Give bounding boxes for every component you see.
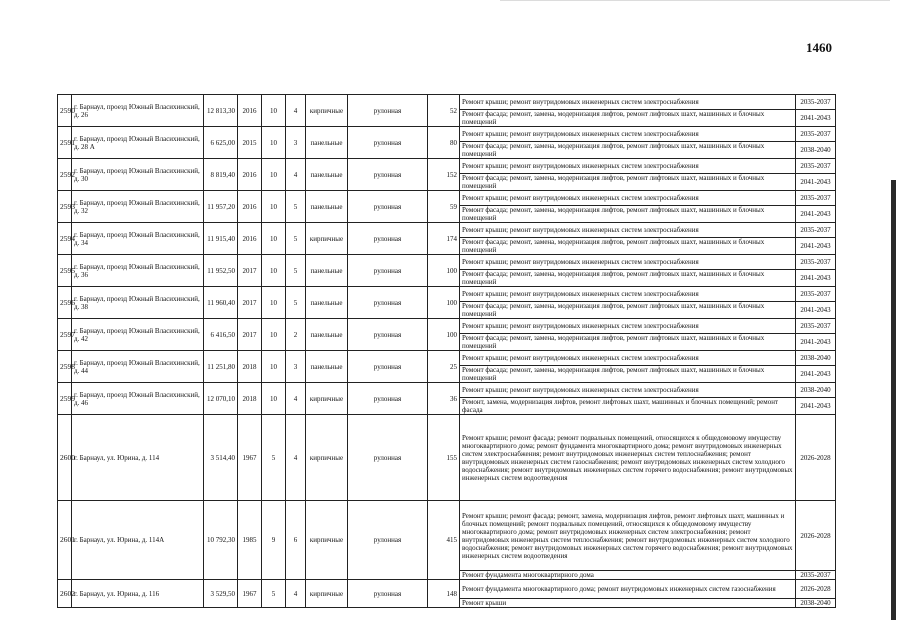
apartments-cell: 59 (428, 191, 460, 223)
walls-cell: кирпичные (306, 223, 348, 255)
works-cell: Ремонт крыши; ремонт внутридомовых инженерных систем электроснабжения (460, 383, 796, 398)
walls-cell: кирпичные (306, 383, 348, 415)
works-cell: Ремонт фасада; ремонт, замена, модернизация лифтов, ремонт лифтовых шахт, машинных и блочных помещений (460, 270, 796, 287)
area-cell: 11 957,20 (204, 191, 238, 223)
row-number-cell: 2596 (58, 287, 72, 319)
floors-cell: 10 (262, 351, 286, 383)
floors-cell: 9 (262, 501, 286, 580)
scan-edge-line (500, 0, 890, 1)
area-cell: 11 251,80 (204, 351, 238, 383)
row-number-cell: 2601 (58, 501, 72, 580)
apartments-cell: 148 (428, 580, 460, 608)
period-cell: 2026-2028 (796, 580, 836, 599)
period-cell: 2035-2037 (796, 95, 836, 110)
area-cell: 10 792,30 (204, 501, 238, 580)
apartments-cell: 100 (428, 287, 460, 319)
walls-cell: панельные (306, 255, 348, 287)
roof-cell: рулонная (348, 191, 428, 223)
apartments-cell: 52 (428, 95, 460, 127)
period-cell: 2041-2043 (796, 270, 836, 287)
entrances-cell: 3 (286, 351, 306, 383)
works-cell: Ремонт крыши; ремонт внутридомовых инженерных систем электроснабжения (460, 255, 796, 270)
period-cell: 2035-2037 (796, 127, 836, 142)
address-cell: г. Барнаул, проезд Южный Власихинский, д. 26 (72, 95, 204, 127)
entrances-cell: 4 (286, 159, 306, 191)
address-cell: г. Барнаул, ул. Юрина, д. 114А (72, 501, 204, 580)
period-cell: 2038-2040 (796, 383, 836, 398)
apartments-cell: 36 (428, 383, 460, 415)
address-cell: г. Барнаул, ул. Юрина, д. 114 (72, 415, 204, 501)
table-row (58, 319, 836, 334)
apartments-cell: 100 (428, 319, 460, 351)
walls-cell: панельные (306, 287, 348, 319)
table-row (58, 287, 836, 302)
area-cell: 12 813,30 (204, 95, 238, 127)
walls-cell: панельные (306, 127, 348, 159)
apartments-cell: 25 (428, 351, 460, 383)
floors-cell: 10 (262, 223, 286, 255)
row-number-cell: 2594 (58, 223, 72, 255)
year-cell: 2016 (238, 159, 262, 191)
works-cell: Ремонт крыши; ремонт фасада; ремонт подвальных помещений, относящихся к общедомовому имуществу многоквартирного дома; ремонт фундамента многоквартирного дома; ремонт внутридомовых инженерных систем электроснабжения; ремонт внутридомовых инженерных систем теплоснабжения; ремонт внутридомовых инженерных систем газоснабжения; ремонт внутридомовых инженерных систем холодного водоснабжения; ремонт внутридомовых инженерных систем горячего водоснабжения; ремонт внутридомовых инженерных систем водоотведения (460, 415, 796, 501)
roof-cell: рулонная (348, 223, 428, 255)
entrances-cell: 4 (286, 383, 306, 415)
works-cell: Ремонт фасада; ремонт, замена, модернизация лифтов, ремонт лифтовых шахт, машинных и блочных помещений (460, 238, 796, 255)
entrances-cell: 4 (286, 415, 306, 501)
address-cell: г. Барнаул, проезд Южный Власихинский, д. 28 А (72, 127, 204, 159)
entrances-cell: 4 (286, 580, 306, 608)
works-cell: Ремонт крыши; ремонт внутридомовых инженерных систем электроснабжения (460, 319, 796, 334)
works-cell: Ремонт фасада; ремонт, замена, модернизация лифтов, ремонт лифтовых шахт, машинных и блочных помещений (460, 366, 796, 383)
works-cell: Ремонт крыши; ремонт внутридомовых инженерных систем электроснабжения (460, 223, 796, 238)
period-cell: 2041-2043 (796, 366, 836, 383)
works-cell: Ремонт крыши; ремонт внутридомовых инженерных систем электроснабжения (460, 287, 796, 302)
year-cell: 1985 (238, 501, 262, 580)
works-cell: Ремонт фасада; ремонт, замена, модернизация лифтов, ремонт лифтовых шахт, машинных и блочных помещений (460, 110, 796, 127)
period-cell: 2041-2043 (796, 398, 836, 415)
row-number-cell: 2591 (58, 127, 72, 159)
entrances-cell: 3 (286, 127, 306, 159)
works-cell: Ремонт фасада; ремонт, замена, модернизация лифтов, ремонт лифтовых шахт, машинных и блочных помещений (460, 206, 796, 223)
works-cell: Ремонт фундамента многоквартирного дома; ремонт внутридомовых инженерных систем газоснабжения (460, 580, 796, 599)
table-row (58, 501, 836, 571)
works-cell: Ремонт крыши; ремонт внутридомовых инженерных систем электроснабжения (460, 191, 796, 206)
table-row (58, 383, 836, 398)
entrances-cell: 6 (286, 501, 306, 580)
period-cell: 2035-2037 (796, 287, 836, 302)
period-cell: 2038-2040 (796, 142, 836, 159)
period-cell: 2041-2043 (796, 334, 836, 351)
address-cell: г. Барнаул, проезд Южный Власихинский, д. 36 (72, 255, 204, 287)
floors-cell: 10 (262, 191, 286, 223)
table-row (58, 159, 836, 174)
walls-cell: панельные (306, 191, 348, 223)
roof-cell: рулонная (348, 127, 428, 159)
address-cell: г. Барнаул, проезд Южный Власихинский, д. 38 (72, 287, 204, 319)
repair-schedule-table (57, 94, 836, 608)
period-cell: 2035-2037 (796, 571, 836, 580)
works-cell: Ремонт крыши; ремонт внутридомовых инженерных систем электроснабжения (460, 95, 796, 110)
address-cell: г. Барнаул, проезд Южный Власихинский, д. 30 (72, 159, 204, 191)
address-cell: г. Барнаул, проезд Южный Власихинский, д. 32 (72, 191, 204, 223)
entrances-cell: 4 (286, 95, 306, 127)
table-row (58, 127, 836, 142)
address-cell: г. Барнаул, проезд Южный Власихинский, д. 46 (72, 383, 204, 415)
period-cell: 2035-2037 (796, 159, 836, 174)
period-cell: 2038-2040 (796, 599, 836, 608)
area-cell: 3 514,40 (204, 415, 238, 501)
page-number: 1460 (806, 40, 832, 55)
apartments-cell: 174 (428, 223, 460, 255)
works-cell: Ремонт, замена, модернизация лифтов, ремонт лифтовых шахт, машинных и блочных помещений; ремонт фасада (460, 398, 796, 415)
period-cell: 2035-2037 (796, 223, 836, 238)
address-cell: г. Барнаул, проезд Южный Власихинский, д. 34 (72, 223, 204, 255)
period-cell: 2041-2043 (796, 174, 836, 191)
floors-cell: 10 (262, 319, 286, 351)
entrances-cell: 2 (286, 319, 306, 351)
row-number-cell: 2602 (58, 580, 72, 608)
year-cell: 2018 (238, 351, 262, 383)
year-cell: 2016 (238, 191, 262, 223)
entrances-cell: 5 (286, 287, 306, 319)
period-cell: 2041-2043 (796, 206, 836, 223)
apartments-cell: 80 (428, 127, 460, 159)
row-number-cell: 2600 (58, 415, 72, 501)
walls-cell: кирпичные (306, 501, 348, 580)
roof-cell: рулонная (348, 287, 428, 319)
area-cell: 12 070,10 (204, 383, 238, 415)
works-cell: Ремонт фасада; ремонт, замена, модернизация лифтов, ремонт лифтовых шахт, машинных и блочных помещений (460, 142, 796, 159)
table-row (58, 191, 836, 206)
year-cell: 2015 (238, 127, 262, 159)
roof-cell: рулонная (348, 501, 428, 580)
area-cell: 11 960,40 (204, 287, 238, 319)
roof-cell: рулонная (348, 95, 428, 127)
table-row (58, 415, 836, 501)
works-cell: Ремонт фасада; ремонт, замена, модернизация лифтов, ремонт лифтовых шахт, машинных и блочных помещений (460, 334, 796, 351)
address-cell: г. Барнаул, ул. Юрина, д. 116 (72, 580, 204, 608)
floors-cell: 10 (262, 287, 286, 319)
works-cell: Ремонт крыши; ремонт внутридомовых инженерных систем электроснабжения (460, 351, 796, 366)
row-number-cell: 2592 (58, 159, 72, 191)
period-cell: 2035-2037 (796, 319, 836, 334)
area-cell: 6 416,50 (204, 319, 238, 351)
year-cell: 1967 (238, 580, 262, 608)
period-cell: 2041-2043 (796, 110, 836, 127)
roof-cell: рулонная (348, 383, 428, 415)
walls-cell: панельные (306, 351, 348, 383)
period-cell: 2041-2043 (796, 302, 836, 319)
row-number-cell: 2595 (58, 255, 72, 287)
area-cell: 8 819,40 (204, 159, 238, 191)
roof-cell: рулонная (348, 351, 428, 383)
area-cell: 11 915,40 (204, 223, 238, 255)
year-cell: 2016 (238, 223, 262, 255)
year-cell: 2017 (238, 319, 262, 351)
roof-cell: рулонная (348, 580, 428, 608)
walls-cell: кирпичные (306, 580, 348, 608)
entrances-cell: 5 (286, 223, 306, 255)
row-number-cell: 2597 (58, 319, 72, 351)
year-cell: 2017 (238, 255, 262, 287)
floors-cell: 10 (262, 383, 286, 415)
floors-cell: 5 (262, 415, 286, 501)
works-cell: Ремонт крыши; ремонт внутридомовых инженерных систем электроснабжения (460, 159, 796, 174)
area-cell: 6 625,00 (204, 127, 238, 159)
floors-cell: 10 (262, 159, 286, 191)
apartments-cell: 155 (428, 415, 460, 501)
walls-cell: кирпичные (306, 95, 348, 127)
works-cell: Ремонт крыши; ремонт внутридомовых инженерных систем электроснабжения (460, 127, 796, 142)
period-cell: 2026-2028 (796, 415, 836, 501)
period-cell: 2035-2037 (796, 255, 836, 270)
row-number-cell: 2593 (58, 191, 72, 223)
apartments-cell: 152 (428, 159, 460, 191)
roof-cell: рулонная (348, 255, 428, 287)
works-cell: Ремонт крыши; ремонт фасада; ремонт, замена, модернизация лифтов, ремонт лифтовых шахт, машинных и блочных помещений; ремонт подвальных помещений, относящихся к общедомовому имуществу многоквартирного дома; ремонт внутридомовых инженерных систем электроснабжения; ремонт внутридомовых инженерных систем теплоснабжения; ремонт внутридомовых инженерных систем холодного водоснабжения; ремонт внутридомовых инженерных систем горячего водоснабжения; ремонт внутридомовых инженерных систем водоотведения (460, 501, 796, 571)
floors-cell: 5 (262, 580, 286, 608)
period-cell: 2041-2043 (796, 238, 836, 255)
period-cell: 2035-2037 (796, 191, 836, 206)
year-cell: 1967 (238, 415, 262, 501)
year-cell: 2018 (238, 383, 262, 415)
walls-cell: кирпичные (306, 415, 348, 501)
walls-cell: панельные (306, 159, 348, 191)
scan-edge-shadow (891, 180, 896, 620)
floors-cell: 10 (262, 127, 286, 159)
address-cell: г. Барнаул, проезд Южный Власихинский, д. 42 (72, 319, 204, 351)
period-cell: 2038-2040 (796, 351, 836, 366)
address-cell: г. Барнаул, проезд Южный Власихинский, д. 44 (72, 351, 204, 383)
row-number-cell: 2599 (58, 383, 72, 415)
walls-cell: панельные (306, 319, 348, 351)
period-cell: 2026-2028 (796, 501, 836, 571)
table-row (58, 351, 836, 366)
works-cell: Ремонт крыши (460, 599, 796, 608)
apartments-cell: 415 (428, 501, 460, 580)
year-cell: 2017 (238, 287, 262, 319)
roof-cell: рулонная (348, 319, 428, 351)
floors-cell: 10 (262, 95, 286, 127)
table-row (58, 95, 836, 110)
row-number-cell: 2590 (58, 95, 72, 127)
area-cell: 11 952,50 (204, 255, 238, 287)
roof-cell: рулонная (348, 415, 428, 501)
works-cell: Ремонт фасада; ремонт, замена, модернизация лифтов, ремонт лифтовых шахт, машинных и блочных помещений (460, 302, 796, 319)
floors-cell: 10 (262, 255, 286, 287)
entrances-cell: 5 (286, 191, 306, 223)
roof-cell: рулонная (348, 159, 428, 191)
area-cell: 3 529,50 (204, 580, 238, 608)
entrances-cell: 5 (286, 255, 306, 287)
year-cell: 2016 (238, 95, 262, 127)
works-cell: Ремонт фасада; ремонт, замена, модернизация лифтов, ремонт лифтовых шахт, машинных и блочных помещений (460, 174, 796, 191)
table-row (58, 223, 836, 238)
table-row (58, 580, 836, 599)
row-number-cell: 2598 (58, 351, 72, 383)
table-row (58, 255, 836, 270)
works-cell: Ремонт фундамента многоквартирного дома (460, 571, 796, 580)
apartments-cell: 100 (428, 255, 460, 287)
